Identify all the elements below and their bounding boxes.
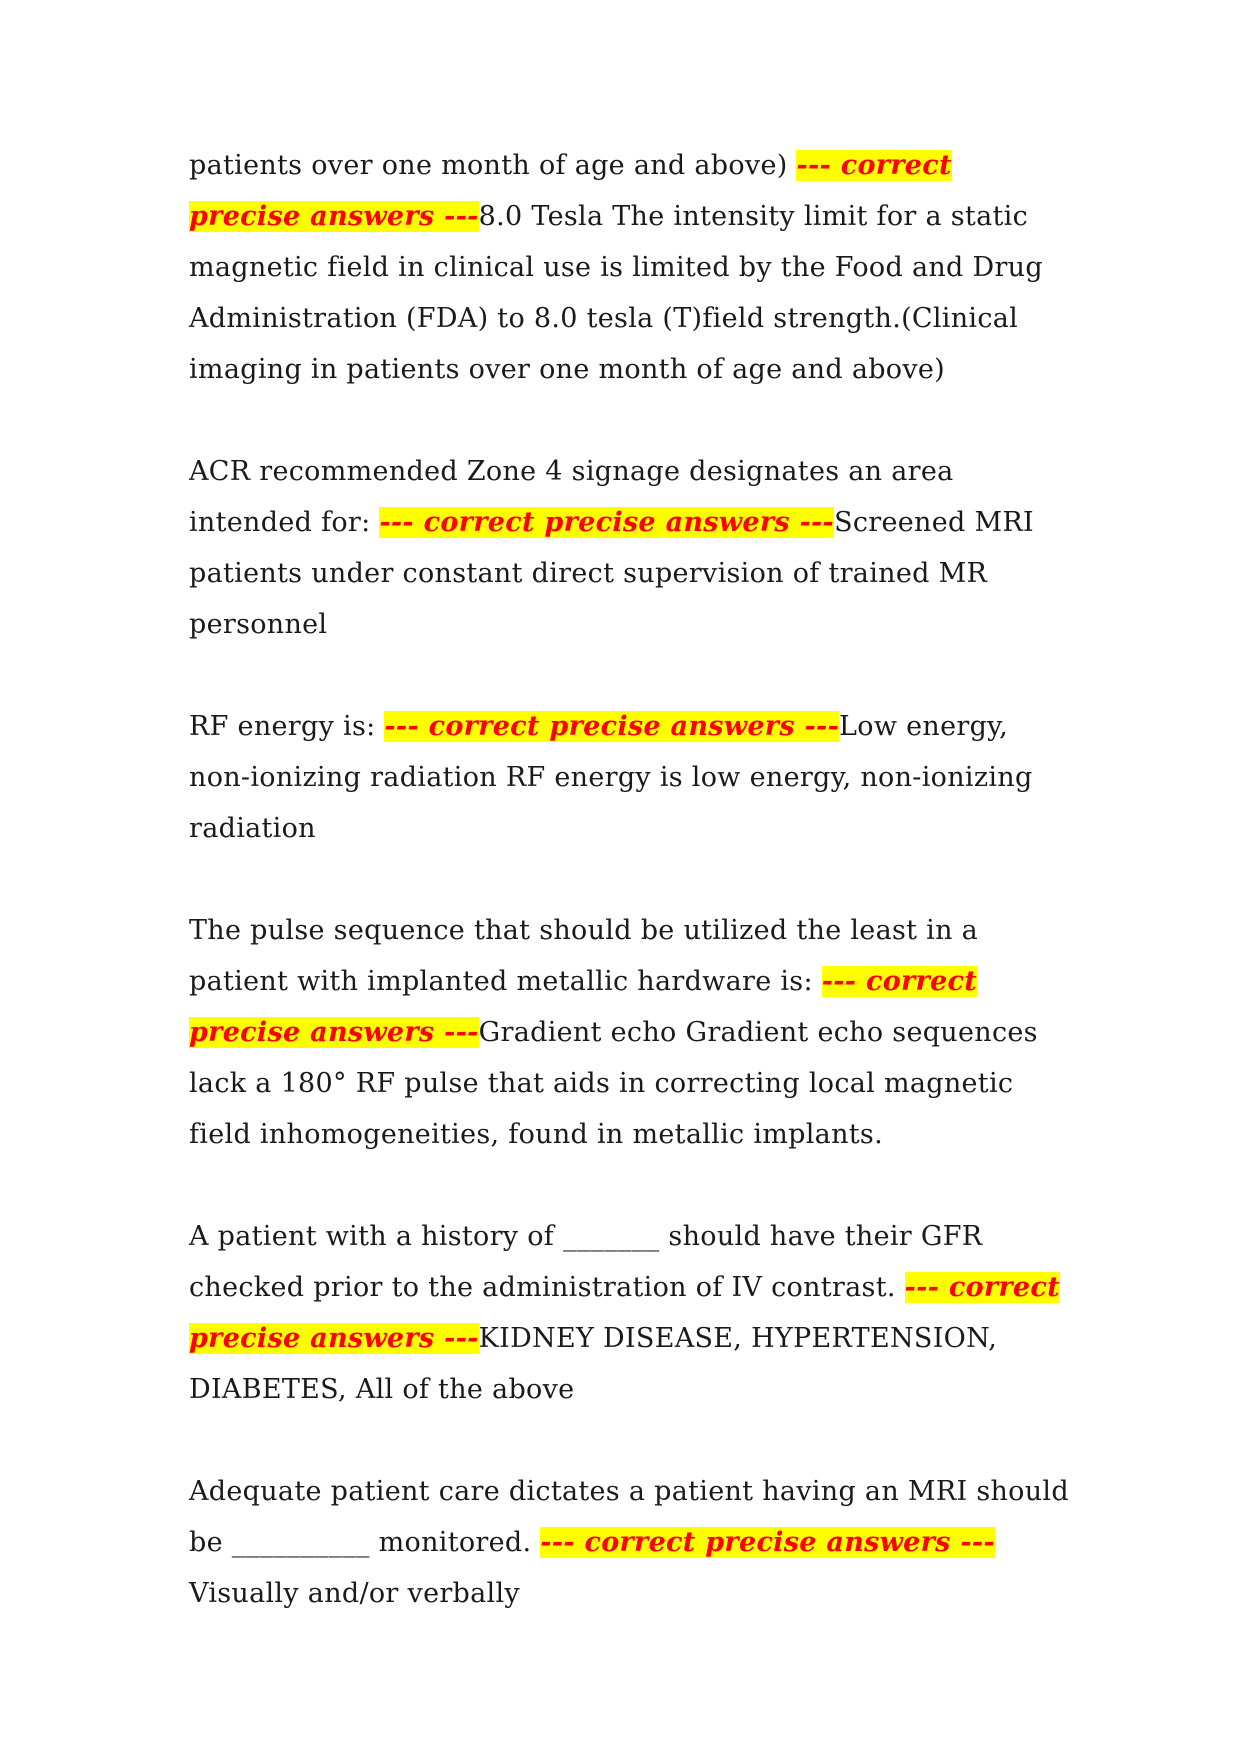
answer-marker: --- correct precise answers --- <box>189 966 978 1048</box>
qa-item-pulse-sequence <box>189 905 1069 1160</box>
answer-marker: --- correct precise answers --- <box>189 1272 1060 1354</box>
question-text: RF energy is: <box>189 711 385 742</box>
answer-text: KIDNEY DISEASE, HYPERTENSION, DIABETES, All of the above <box>189 1323 998 1405</box>
question-text: A patient with a history of _______ should have their GFR checked prior to the administration of IV contrast. <box>189 1221 983 1303</box>
answer-text: Low energy, non-ionizing radiation RF energy is low energy, non-ionizing radiation <box>189 711 1033 844</box>
qa-item-gfr <box>189 1211 1069 1415</box>
answer-marker: --- correct precise answers --- <box>540 1527 995 1558</box>
answer-text: 8.0 Tesla The intensity limit for a static magnetic field in clinical use is limited by the Food and Drug Administration (FDA) to 8.0 tesla (T)field strength.(Clinical imaging in patients over one month of age and above) <box>189 201 1043 385</box>
answer-text: Visually and/or verbally <box>189 1578 520 1609</box>
answer-text: Screened MRI patients under constant direct supervision of trained MR personnel <box>189 507 1035 640</box>
qa-item-patient-monitoring <box>189 1466 1069 1619</box>
answer-text: Gradient echo Gradient echo sequences lack a 180° RF pulse that aids in correcting local magnetic field inhomogeneities, found in metallic implants. <box>189 1017 1038 1150</box>
answer-marker: --- correct precise answers --- <box>384 711 840 742</box>
document-page <box>189 140 1069 1670</box>
qa-item-zone-4 <box>189 446 1069 650</box>
answer-marker: --- correct precise answers --- <box>189 150 952 232</box>
question-text: Adequate patient care dictates a patient having an MRI should be __________ monitored. <box>189 1476 1069 1558</box>
question-text: patients over one month of age and above) <box>189 150 797 181</box>
answer-marker: --- correct precise answers --- <box>379 507 835 538</box>
qa-item-rf-energy <box>189 701 1069 854</box>
qa-item-field-strength <box>189 140 1069 395</box>
question-text: The pulse sequence that should be utilized the least in a patient with implanted metallic hardware is: <box>189 915 979 997</box>
question-text: ACR recommended Zone 4 signage designates an area intended for: <box>189 456 954 538</box>
